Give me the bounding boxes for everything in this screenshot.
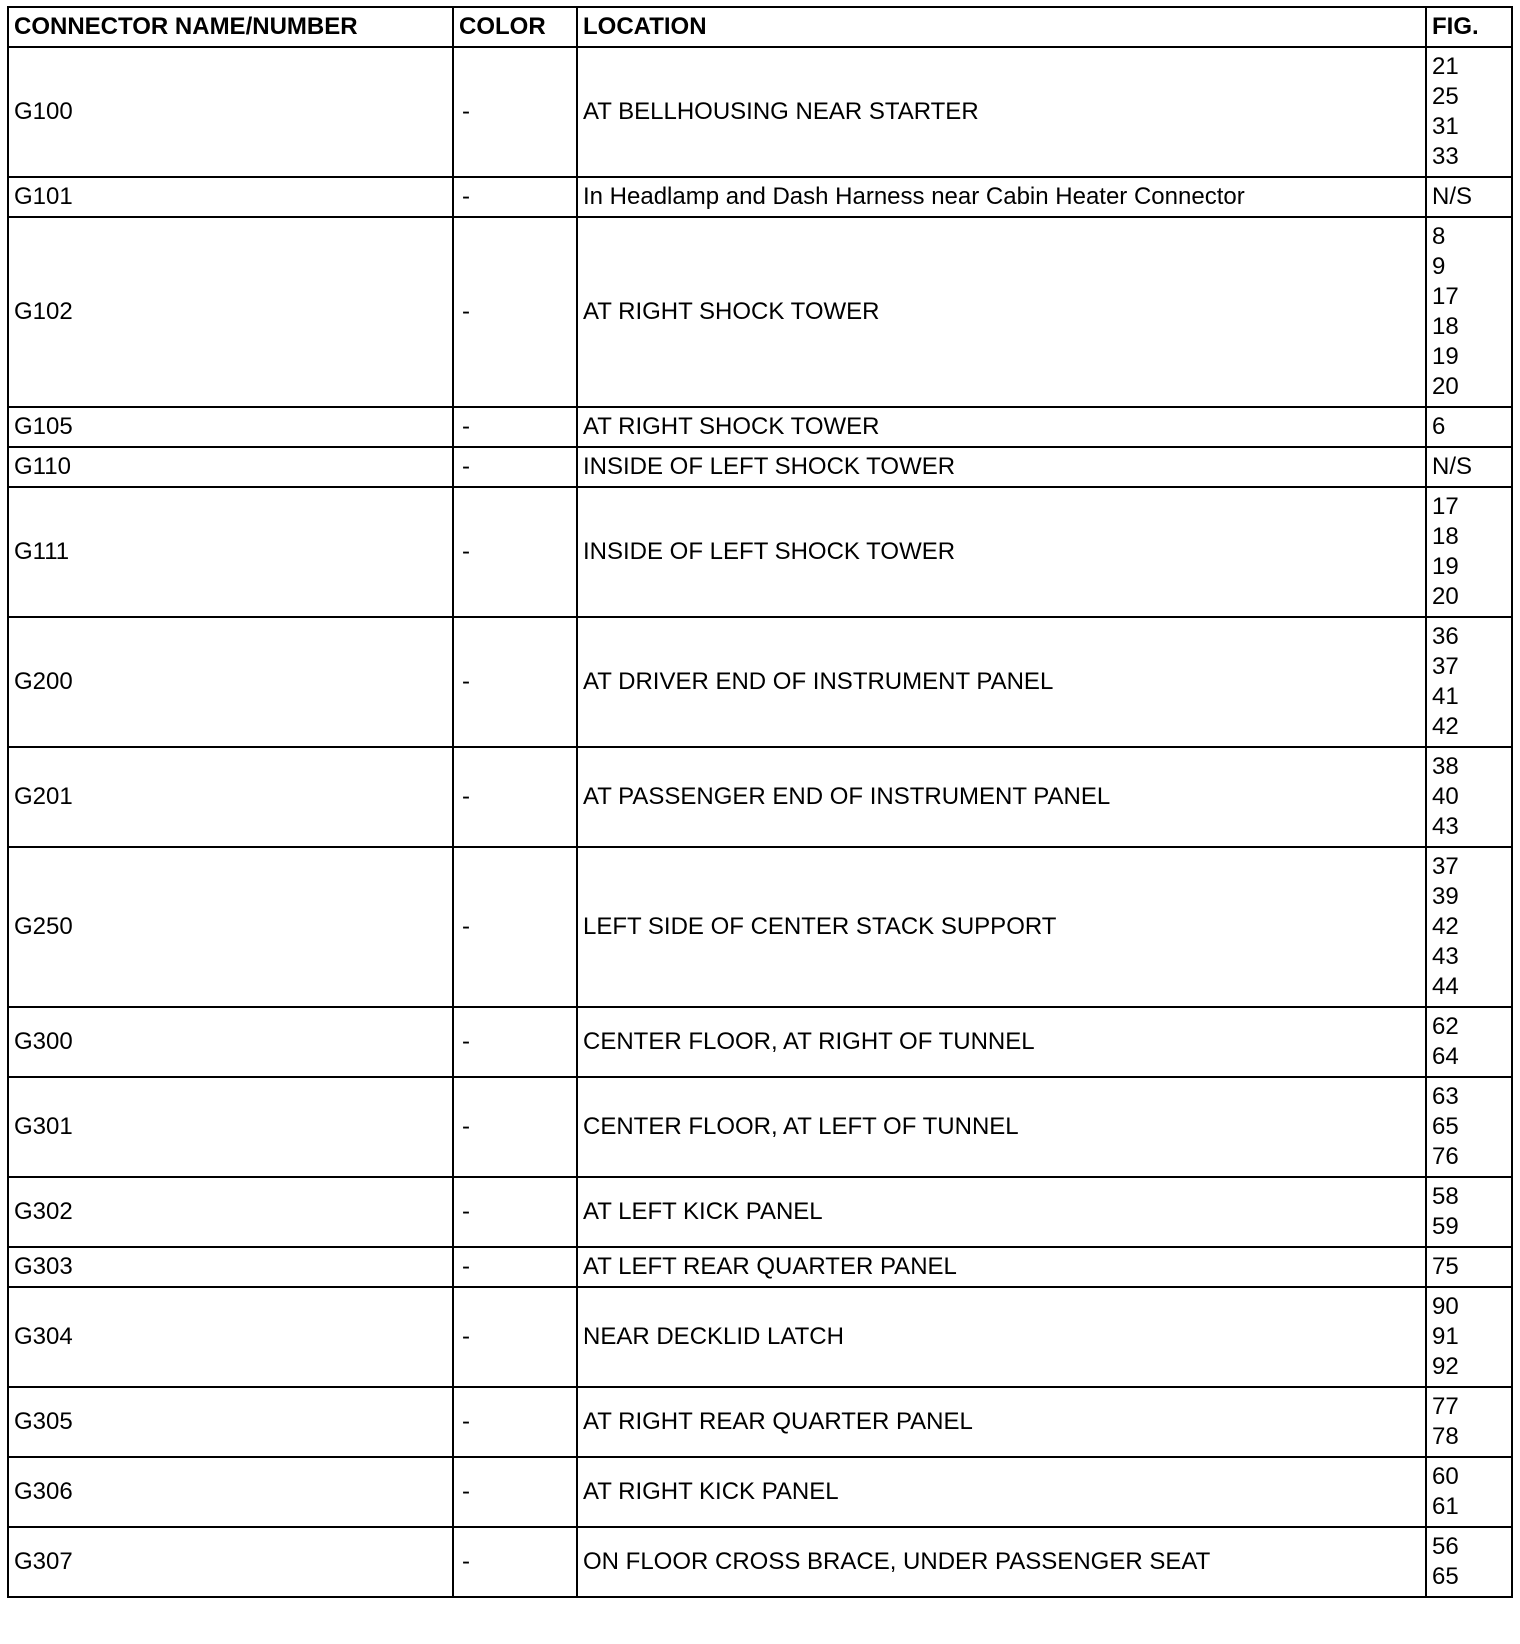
fig-number: 41 (1432, 683, 1459, 710)
connector-name-cell: G300 (8, 1007, 453, 1077)
table-row (8, 47, 1512, 177)
fig-number: 63 (1432, 1083, 1459, 1110)
color-cell: - (453, 217, 577, 407)
fig-number: 17 (1432, 493, 1459, 520)
table-row (8, 1177, 1512, 1247)
connector-name-cell: G302 (8, 1177, 453, 1247)
connector-name-cell: G303 (8, 1247, 453, 1287)
fig-number: 44 (1432, 973, 1459, 1000)
color-cell: - (453, 47, 577, 177)
table-row (8, 1457, 1512, 1527)
connector-name-cell: G305 (8, 1387, 453, 1457)
fig-number: 17 (1432, 283, 1459, 310)
fig-cell (1426, 1387, 1512, 1457)
header-row (8, 7, 1512, 47)
table-row (8, 1247, 1512, 1287)
connector-name-cell: G101 (8, 177, 453, 217)
fig-number: 31 (1432, 113, 1459, 140)
header-color: COLOR (453, 7, 577, 47)
fig-cell (1426, 1077, 1512, 1177)
connector-name-cell: G201 (8, 747, 453, 847)
fig-number: 77 (1432, 1393, 1459, 1420)
connector-name-cell: G110 (8, 447, 453, 487)
location-cell: AT RIGHT SHOCK TOWER (577, 407, 1426, 447)
fig-number: 33 (1432, 143, 1459, 170)
fig-cell (1426, 847, 1512, 1007)
fig-number: 19 (1432, 553, 1459, 580)
fig-number: N/S (1432, 453, 1473, 480)
fig-number: 20 (1432, 373, 1459, 400)
location-cell: AT PASSENGER END OF INSTRUMENT PANEL (577, 747, 1426, 847)
color-cell: - (453, 1387, 577, 1457)
header-fig: FIG. (1426, 7, 1512, 47)
table-row (8, 1077, 1512, 1177)
connector-name-cell: G301 (8, 1077, 453, 1177)
connector-name-cell: G100 (8, 47, 453, 177)
table-row (8, 407, 1512, 447)
location-cell: AT RIGHT SHOCK TOWER (577, 217, 1426, 407)
color-cell: - (453, 617, 577, 747)
location-cell: In Headlamp and Dash Harness near Cabin Heater Connector (577, 177, 1426, 217)
fig-number: 58 (1432, 1183, 1459, 1210)
fig-number: 18 (1432, 523, 1459, 550)
connector-name-cell: G304 (8, 1287, 453, 1387)
location-cell: AT LEFT KICK PANEL (577, 1177, 1426, 1247)
fig-number: 64 (1432, 1043, 1459, 1070)
color-cell: - (453, 1527, 577, 1597)
fig-number: 37 (1432, 853, 1459, 880)
fig-number: 65 (1432, 1563, 1459, 1590)
color-cell: - (453, 1177, 577, 1247)
connector-name-cell: G200 (8, 617, 453, 747)
fig-cell (1426, 617, 1512, 747)
fig-cell (1426, 447, 1512, 487)
color-cell: - (453, 1287, 577, 1387)
fig-number: 56 (1432, 1533, 1459, 1560)
location-cell: LEFT SIDE OF CENTER STACK SUPPORT (577, 847, 1426, 1007)
fig-cell (1426, 177, 1512, 217)
fig-number: 62 (1432, 1013, 1459, 1040)
fig-number: 18 (1432, 313, 1459, 340)
table-row (8, 177, 1512, 217)
color-cell: - (453, 847, 577, 1007)
fig-number: 20 (1432, 583, 1459, 610)
fig-number: 40 (1432, 783, 1459, 810)
fig-cell (1426, 1007, 1512, 1077)
fig-cell (1426, 47, 1512, 177)
fig-number: 92 (1432, 1353, 1459, 1380)
location-cell: CENTER FLOOR, AT RIGHT OF TUNNEL (577, 1007, 1426, 1077)
fig-cell (1426, 1177, 1512, 1247)
location-cell: INSIDE OF LEFT SHOCK TOWER (577, 487, 1426, 617)
fig-number: 9 (1432, 253, 1446, 280)
color-cell: - (453, 1247, 577, 1287)
fig-cell (1426, 1287, 1512, 1387)
table-row (8, 1287, 1512, 1387)
fig-number: 19 (1432, 343, 1459, 370)
color-cell: - (453, 487, 577, 617)
table-row (8, 747, 1512, 847)
connector-table (7, 6, 1513, 1598)
fig-cell (1426, 1527, 1512, 1597)
table-row (8, 847, 1512, 1007)
fig-number: 38 (1432, 753, 1459, 780)
fig-cell (1426, 217, 1512, 407)
table-body (8, 47, 1512, 1597)
fig-cell (1426, 1457, 1512, 1527)
fig-number: 39 (1432, 883, 1459, 910)
fig-number: 61 (1432, 1493, 1459, 1520)
fig-number: 25 (1432, 83, 1459, 110)
table-row (8, 447, 1512, 487)
fig-number: 43 (1432, 943, 1459, 970)
fig-number: 90 (1432, 1293, 1459, 1320)
location-cell: AT LEFT REAR QUARTER PANEL (577, 1247, 1426, 1287)
connector-name-cell: G102 (8, 217, 453, 407)
fig-number: 60 (1432, 1463, 1459, 1490)
fig-number: 36 (1432, 623, 1459, 650)
color-cell: - (453, 447, 577, 487)
table-row (8, 487, 1512, 617)
color-cell: - (453, 1457, 577, 1527)
fig-number: 42 (1432, 913, 1459, 940)
fig-number: 75 (1432, 1253, 1459, 1280)
table-row (8, 217, 1512, 407)
color-cell: - (453, 407, 577, 447)
color-cell: - (453, 1077, 577, 1177)
fig-number: 37 (1432, 653, 1459, 680)
location-cell: AT RIGHT KICK PANEL (577, 1457, 1426, 1527)
color-cell: - (453, 1007, 577, 1077)
fig-number: 6 (1432, 413, 1446, 440)
fig-number: 59 (1432, 1213, 1459, 1240)
fig-number: 21 (1432, 53, 1459, 80)
color-cell: - (453, 747, 577, 847)
connector-name-cell: G111 (8, 487, 453, 617)
table-row (8, 1527, 1512, 1597)
fig-number: N/S (1432, 183, 1473, 210)
fig-number: 78 (1432, 1423, 1459, 1450)
connector-name-cell: G306 (8, 1457, 453, 1527)
fig-cell (1426, 1247, 1512, 1287)
fig-number: 91 (1432, 1323, 1459, 1350)
location-cell: AT RIGHT REAR QUARTER PANEL (577, 1387, 1426, 1457)
connector-name-cell: G250 (8, 847, 453, 1007)
fig-cell (1426, 407, 1512, 447)
connector-name-cell: G307 (8, 1527, 453, 1597)
location-cell: NEAR DECKLID LATCH (577, 1287, 1426, 1387)
color-cell: - (453, 177, 577, 217)
header-connector-name: CONNECTOR NAME/NUMBER (8, 7, 453, 47)
table-row (8, 617, 1512, 747)
location-cell: CENTER FLOOR, AT LEFT OF TUNNEL (577, 1077, 1426, 1177)
location-cell: INSIDE OF LEFT SHOCK TOWER (577, 447, 1426, 487)
fig-number: 65 (1432, 1113, 1459, 1140)
table-row (8, 1387, 1512, 1457)
table-row (8, 1007, 1512, 1077)
fig-cell (1426, 487, 1512, 617)
fig-number: 8 (1432, 223, 1446, 250)
connector-name-cell: G105 (8, 407, 453, 447)
location-cell: AT DRIVER END OF INSTRUMENT PANEL (577, 617, 1426, 747)
fig-number: 42 (1432, 713, 1459, 740)
header-location: LOCATION (577, 7, 1426, 47)
fig-number: 43 (1432, 813, 1459, 840)
fig-cell (1426, 747, 1512, 847)
location-cell: AT BELLHOUSING NEAR STARTER (577, 47, 1426, 177)
location-cell: ON FLOOR CROSS BRACE, UNDER PASSENGER SEAT (577, 1527, 1426, 1597)
fig-number: 76 (1432, 1143, 1459, 1170)
